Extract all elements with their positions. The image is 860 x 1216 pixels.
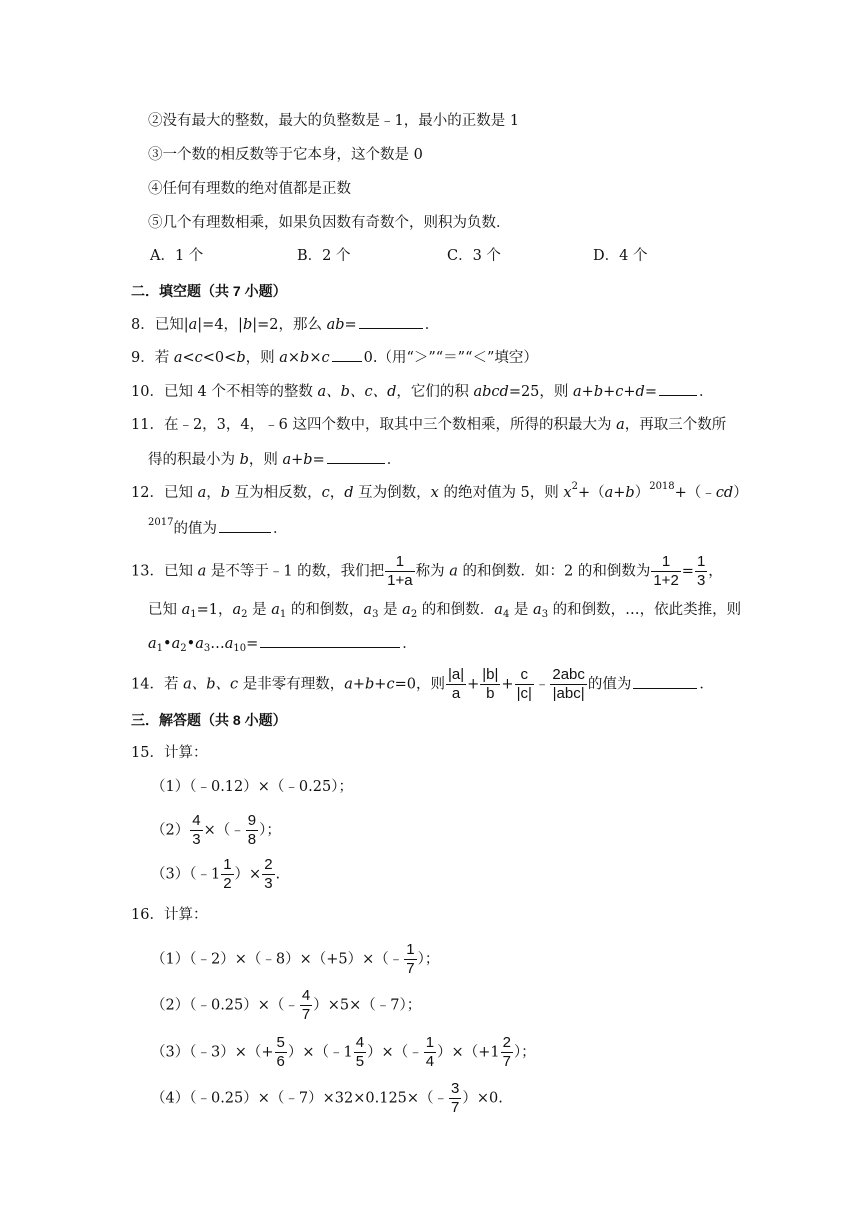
q12-text: 互为倒数， (353, 485, 431, 501)
q12-text: 已知 (163, 485, 198, 501)
q8-text: |=4，| (197, 317, 243, 333)
q14-text: 是非零有理数， (238, 676, 345, 693)
var-b: b (236, 350, 246, 366)
q9-text: ，则 (245, 350, 280, 366)
denominator: |abc| (552, 685, 585, 702)
subscript: 1 (190, 609, 197, 620)
denominator: 6 (276, 1053, 285, 1070)
q16-text: ）； (513, 1044, 536, 1061)
fraction (550, 666, 587, 703)
q14-text: ． (699, 676, 714, 693)
q9-text: 若 (154, 350, 174, 366)
denominator: 1+a (387, 572, 413, 589)
fraction (695, 553, 707, 590)
question-16 (131, 905, 207, 925)
q8-text: ． (424, 317, 440, 333)
subscript: 2 (410, 609, 418, 620)
q8-text: 已知| (154, 317, 189, 333)
var-c: c (321, 350, 330, 366)
var-b: b (300, 350, 310, 366)
q13-text: 已知 (148, 602, 182, 618)
answer-blank[interactable] (260, 633, 400, 648)
var-a: a (279, 350, 288, 366)
q10-text: 已知 4 个不相等的整数 (163, 384, 318, 400)
q12-text: ， (329, 485, 345, 501)
fraction (480, 666, 500, 703)
denominator: a (451, 685, 461, 702)
q16-part-1 (151, 941, 439, 978)
q16-text: ）×0. (462, 1090, 503, 1107)
q13-text: 的和倒数． (417, 602, 495, 618)
q12-text: ， (206, 485, 221, 501)
subscript: 10 (233, 643, 247, 654)
q15-text: （3）（﹣1 (151, 866, 221, 883)
q12-text: 的值为 (173, 521, 217, 537)
answer-blank[interactable] (219, 518, 271, 533)
q16-part-2 (151, 987, 421, 1024)
var-a: a (181, 602, 191, 618)
section-3-heading: 三．解答题（共 8 小题） (131, 712, 287, 728)
q9-text: × (287, 350, 301, 366)
var-b: b (220, 485, 231, 501)
denominator: 7 (451, 1099, 460, 1116)
numerator: 1 (406, 941, 415, 958)
q13-text: … (210, 636, 225, 652)
fraction (449, 1080, 461, 1117)
fraction (424, 1034, 436, 1071)
var-a: a (494, 602, 503, 618)
subscript: 2 (241, 609, 248, 620)
q10-text: ，它们的积 (396, 384, 474, 400)
numerator: 3 (451, 1080, 460, 1097)
var-a: a (271, 602, 280, 618)
question-14 (131, 666, 714, 703)
q12-text: ． (272, 521, 288, 537)
q12-num: 12． (131, 485, 164, 501)
q16-part-3 (151, 1034, 536, 1071)
var-x: x (430, 485, 439, 501)
question-12-line-1 (131, 483, 748, 503)
numerator: 1 (651, 553, 680, 572)
subscript: 2 (180, 643, 187, 654)
vars: a、b、c、d (317, 384, 397, 400)
vars: a、b、c (183, 676, 239, 693)
q15-part-1: （1）（﹣0.12）×（﹣0.25）； (151, 779, 353, 795)
section-2-heading: 二．填空题（共 7 小题） (131, 283, 287, 299)
var-a: a (197, 563, 207, 580)
numerator: c (515, 666, 534, 685)
q11-text: 在﹣2，3，4，﹣6 这四个数中，取其中三个数相乘，所得的积最大为 (163, 417, 617, 433)
var-apb: a+b (604, 485, 635, 501)
q12-text: +（﹣ (674, 485, 716, 501)
denominator: 2 (223, 875, 232, 892)
question-15 (131, 743, 207, 763)
numerator: 4 (355, 1034, 365, 1051)
q15-text: （2） (151, 822, 190, 839)
q14-text: 若 (163, 676, 184, 693)
question-13-line-2 (148, 600, 741, 620)
denominator: 8 (247, 831, 257, 848)
fraction (262, 856, 274, 893)
answer-blank[interactable] (659, 381, 697, 396)
numerator: 1 (696, 553, 706, 570)
subscript: 3 (541, 609, 549, 620)
option-b[interactable]: B．2 个 (297, 248, 351, 264)
q15-part-2 (151, 812, 281, 849)
statement-5: ⑤几个有理数相乘，如果负因数有奇数个，则积为负数． (148, 215, 511, 231)
var-d: d (344, 485, 354, 501)
var-a: a (232, 602, 242, 618)
q16-text: ）×（+1 (437, 1044, 500, 1061)
q16-text: ）×5×（﹣7）； (313, 997, 422, 1014)
subscript: 3 (203, 643, 211, 654)
fraction (354, 1034, 366, 1071)
exponent: 2 (571, 481, 578, 492)
denominator: 1+2 (653, 572, 679, 589)
q13-text: 是 (247, 602, 272, 618)
q14-text: ﹣ (534, 676, 550, 693)
exponent: 2017 (148, 517, 174, 528)
denominator: 7 (406, 960, 415, 977)
q15-title: 计算： (163, 745, 208, 761)
exponent: 2018 (649, 481, 675, 492)
denominator: 3 (696, 572, 706, 589)
q8-text: = (344, 317, 357, 333)
numerator: 4 (301, 987, 311, 1004)
option-a[interactable]: A．1 个 (150, 248, 204, 264)
denominator: 3 (264, 875, 273, 892)
q13-text: = (246, 636, 259, 652)
numerator: 2 (502, 1034, 511, 1051)
numerator: 4 (192, 812, 201, 829)
fraction (501, 1034, 513, 1071)
q16-text: （4）（﹣0.25）×（﹣7）×32×0.125×（﹣ (151, 1090, 449, 1107)
var-b: b (242, 317, 253, 333)
q13-text: = (681, 563, 694, 580)
statement-2: ②没有最大的整数，最大的负整数是﹣1，最小的正数是 1 (148, 113, 520, 129)
q13-text: =1， (196, 602, 233, 618)
question-10 (131, 381, 713, 402)
fraction (515, 666, 534, 703)
question-8 (131, 314, 439, 335)
var-a: a (363, 602, 373, 618)
numerator: 2 (264, 856, 273, 873)
question-12-line-2 (148, 518, 287, 539)
var-c: c (321, 485, 330, 501)
fraction (404, 941, 416, 978)
var-a: a (171, 636, 181, 652)
question-11-line-1 (131, 415, 726, 435)
question-13-line-1 (131, 553, 723, 590)
var-c: c (194, 350, 203, 366)
q16-text: （1）（﹣2）×（﹣8）×（+5）×（﹣ (151, 951, 404, 968)
statement-3: ③一个数的相反数等于它本身，这个数是 0 (148, 147, 423, 163)
fraction (385, 553, 414, 590)
q9-text: < (182, 350, 195, 366)
answer-blank[interactable] (332, 347, 362, 362)
var-a: a (148, 636, 157, 652)
numerator: |a| (447, 666, 465, 683)
q10-text: =25，则 (508, 384, 574, 400)
q15-text: ）； (259, 822, 281, 839)
q13-num: 13． (131, 563, 164, 580)
var-b: b (239, 452, 249, 468)
statement-4: ④任何有理数的绝对值都是正数 (148, 181, 351, 197)
numerator: 5 (276, 1034, 285, 1051)
q15-num: 15． (131, 745, 164, 761)
var-ab: ab (326, 317, 345, 333)
fraction (651, 553, 680, 590)
q13-text: 的和倒数．如：2 的和倒数为 (457, 563, 651, 580)
q11-text: ，再取三个数所 (624, 417, 727, 433)
option-d[interactable]: D．4 个 (593, 248, 648, 264)
var-a: a (197, 485, 207, 501)
numerator: 1 (223, 856, 232, 873)
q15-text: . (275, 866, 281, 883)
q14-text: + (501, 676, 514, 693)
q15-text: ×（﹣ (203, 822, 245, 839)
numerator: |b| (482, 666, 499, 683)
q11-text: ． (386, 452, 402, 468)
q13-text: 的和倒数， (286, 602, 364, 618)
q12-text: ） (634, 485, 650, 501)
numerator: 1 (385, 553, 414, 572)
denominator: |c| (516, 685, 532, 702)
q11-num: 11． (131, 417, 164, 433)
question-11-line-2 (148, 449, 401, 470)
var-a: a (224, 636, 234, 652)
q16-text: ）； (417, 951, 440, 968)
q14-text: + (467, 676, 480, 693)
var-apb: a+b (282, 452, 313, 468)
q16-num: 16． (131, 907, 164, 923)
var-a: a (188, 317, 198, 333)
q11-text: = (312, 452, 325, 468)
denominator: 5 (355, 1053, 365, 1070)
var-a: a (195, 636, 204, 652)
q13-text: • (186, 636, 196, 652)
var-a: a (616, 417, 625, 433)
q13-text: 是不等于﹣1 的数，我们把 (206, 563, 385, 580)
q10-text: = (644, 384, 657, 400)
q8-num: 8． (131, 317, 155, 333)
q9-text: × (309, 350, 322, 366)
fraction (246, 812, 258, 849)
q9-text: 0.（用“＞”“＝”“＜”填空） (363, 350, 538, 366)
numerator: 9 (247, 812, 257, 829)
question-13-line-3 (148, 633, 417, 654)
q12-text: 的绝对值为 5，则 (438, 485, 564, 501)
var-cd: cd (715, 485, 734, 501)
q10-text: ． (698, 384, 714, 400)
q16-text: （3）（﹣3）×（+ (151, 1044, 274, 1061)
q13-text: 已知 (163, 563, 198, 580)
var-a: a (449, 563, 458, 580)
var-sum: a+b+c (344, 676, 395, 693)
q13-text: ． (402, 636, 417, 652)
subscript: 1 (279, 609, 287, 620)
fraction (446, 666, 466, 703)
var-abcd: abcd (473, 384, 509, 400)
denominator: 7 (502, 1053, 511, 1070)
q11-text: 得的积最小为 (148, 452, 240, 468)
q16-part-4 (151, 1080, 503, 1117)
q13-text: ， (708, 563, 723, 580)
denominator: b (486, 685, 495, 702)
q16-text: （2）（﹣0.25）×（﹣ (151, 997, 299, 1014)
q16-text: ）×（﹣1 (287, 1044, 353, 1061)
fraction (300, 987, 312, 1024)
q13-text: 称为 (415, 563, 450, 580)
q14-text: 的值为 (587, 676, 632, 693)
q12-text: 互为相反数， (230, 485, 322, 501)
q13-text: 是 (509, 602, 534, 618)
denominator: 3 (192, 831, 201, 848)
denominator: 7 (301, 1006, 311, 1023)
option-c[interactable]: C．3 个 (447, 248, 501, 264)
q13-text: • (163, 636, 172, 652)
subscript: 4 (502, 609, 510, 620)
q12-text: ） (733, 485, 748, 501)
var-sum: a+b+c+d (573, 384, 645, 400)
denominator: 4 (425, 1053, 435, 1070)
q16-title: 计算： (163, 907, 208, 923)
q15-part-3 (151, 856, 280, 893)
q11-text: ，则 (248, 452, 283, 468)
q13-text: 的和倒数，…，依此类推，则 (548, 602, 742, 618)
numerator: 1 (425, 1034, 435, 1051)
fraction (275, 1034, 287, 1071)
var-x: x (563, 485, 572, 501)
q14-text: =0，则 (394, 676, 445, 693)
q10-num: 10． (131, 384, 164, 400)
subscript: 1 (156, 643, 164, 654)
q9-num: 9． (131, 350, 155, 366)
q16-text: ）×（﹣ (367, 1044, 423, 1061)
subscript: 3 (372, 609, 379, 620)
numerator: 2abc (552, 666, 585, 683)
answer-blank[interactable] (633, 674, 697, 689)
fraction (190, 812, 202, 849)
var-a: a (533, 602, 542, 618)
q15-text: ）× (234, 866, 262, 883)
var-a: a (173, 350, 183, 366)
question-9 (131, 347, 538, 368)
answer-blank[interactable] (327, 449, 385, 464)
q12-text: +（ (577, 485, 605, 501)
q13-text: 是 (378, 602, 403, 618)
var-a: a (402, 602, 411, 618)
answer-blank[interactable] (359, 314, 423, 329)
q9-text: <0< (202, 350, 237, 366)
q14-num: 14． (131, 676, 164, 693)
q8-text: |=2，那么 (252, 317, 327, 333)
fraction (221, 856, 233, 893)
